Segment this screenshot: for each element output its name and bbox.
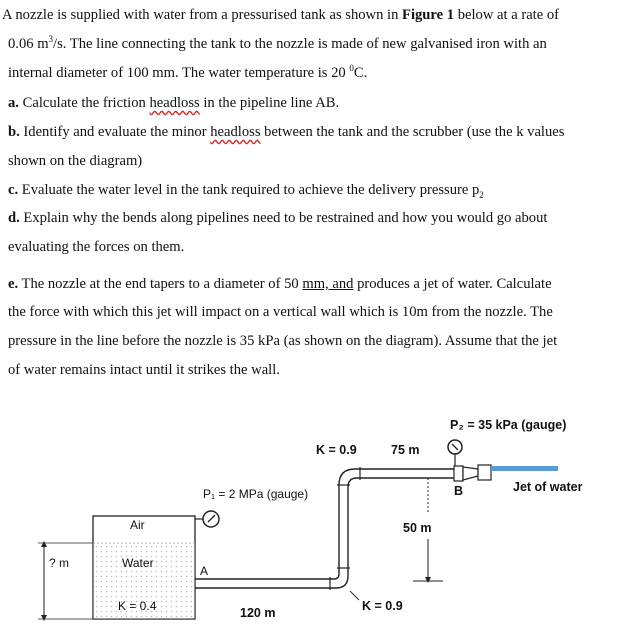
k-top-bend-label: K = 0.9 <box>316 443 357 457</box>
question-text: in the pipeline line AB. <box>199 95 340 111</box>
figure-1-diagram <box>0 405 637 638</box>
p2-label: P₂ = 35 kPa (gauge) <box>450 418 567 432</box>
intro-text: C. <box>353 65 368 81</box>
unknown-depth-label: ? m <box>49 556 70 570</box>
question-text: produces a jet of water. Calculate <box>353 276 552 292</box>
length-bottom-label: 120 m <box>240 606 276 620</box>
nozzle-tip <box>478 465 491 480</box>
question-text: evaluating the forces on them. <box>8 239 185 255</box>
question-text: Explain why the bends along pipelines need to be restrained and how you would go about <box>19 210 548 226</box>
question-b-line-2 <box>8 147 623 176</box>
spellcheck-word: headloss <box>149 95 200 111</box>
question-d-line-2 <box>8 233 623 262</box>
intro-line-2 <box>8 30 623 59</box>
question-text: the force with which this jet will impact on a vertical wall which is 10m from the nozzle. The <box>8 304 553 320</box>
question-letter: b. <box>8 124 20 140</box>
superscript: 3 <box>48 34 54 45</box>
length-top-label: 75 m <box>391 443 420 457</box>
question-letter: d. <box>8 210 20 226</box>
question-text: Evaluate the water level in the tank required to achieve the delivery pressure p <box>18 182 480 198</box>
nozzle <box>463 467 478 480</box>
question-text: The nozzle at the end tapers to a diameter of 50 <box>18 276 303 292</box>
question-letter: e. <box>8 276 19 292</box>
point-a-label: A <box>200 564 209 578</box>
question-c <box>8 176 623 205</box>
figure-reference: Figure 1 <box>402 7 455 23</box>
water-label: Water <box>122 556 154 570</box>
k-bottom-bend-label: K = 0.9 <box>362 599 403 613</box>
question-letter: c. <box>8 182 19 198</box>
point-b-label: B <box>454 484 464 498</box>
underlined-text: mm, and <box>302 276 354 292</box>
degree-sign: 0 <box>349 63 354 74</box>
question-text: Identify and evaluate the minor <box>19 124 211 140</box>
flow-rate: 0.06 m <box>8 36 49 52</box>
question-text: shown on the diagram) <box>8 153 143 169</box>
question-e-line-2 <box>8 298 623 327</box>
intro-text-cont: below at a rate of <box>454 7 560 23</box>
air-label: Air <box>130 518 145 532</box>
question-e-line-3 <box>8 327 623 356</box>
intro-line-1 <box>2 1 623 30</box>
spellcheck-word: headloss <box>210 124 261 140</box>
question-a <box>8 89 623 118</box>
question-e-line-4 <box>8 356 623 385</box>
question-letter: a. <box>8 95 19 111</box>
question-text: between the tank and the scrubber (use the k values <box>260 124 565 140</box>
question-text: Calculate the friction <box>18 95 150 111</box>
intro-line-3 <box>8 59 623 88</box>
intro-text: A nozzle is supplied with water from a pressurised tank as shown in <box>2 7 403 23</box>
leader-line <box>350 591 359 600</box>
question-e <box>8 270 623 299</box>
question-d <box>8 204 623 233</box>
question-text: of water remains intact until it strikes the wall. <box>8 362 280 378</box>
subscript: 2 <box>479 189 484 200</box>
nozzle-flange <box>454 466 463 481</box>
intro-text: internal diameter of 100 mm. The water temperature is 20 <box>8 65 350 81</box>
intro-text: /s. The line connecting the tank to the nozzle is made of new galvanised iron with an <box>53 36 547 52</box>
jet-label: Jet of water <box>513 480 583 494</box>
length-vertical-label: 50 m <box>403 521 432 535</box>
p1-label: P₁ = 2 MPa (gauge) <box>203 487 309 501</box>
k-entrance-label: K = 0.4 <box>118 599 157 613</box>
question-b <box>8 118 623 147</box>
question-text: pressure in the line before the nozzle is 35 kPa (as shown on the diagram). Assume that the jet <box>8 333 558 349</box>
water-jet <box>491 466 558 471</box>
